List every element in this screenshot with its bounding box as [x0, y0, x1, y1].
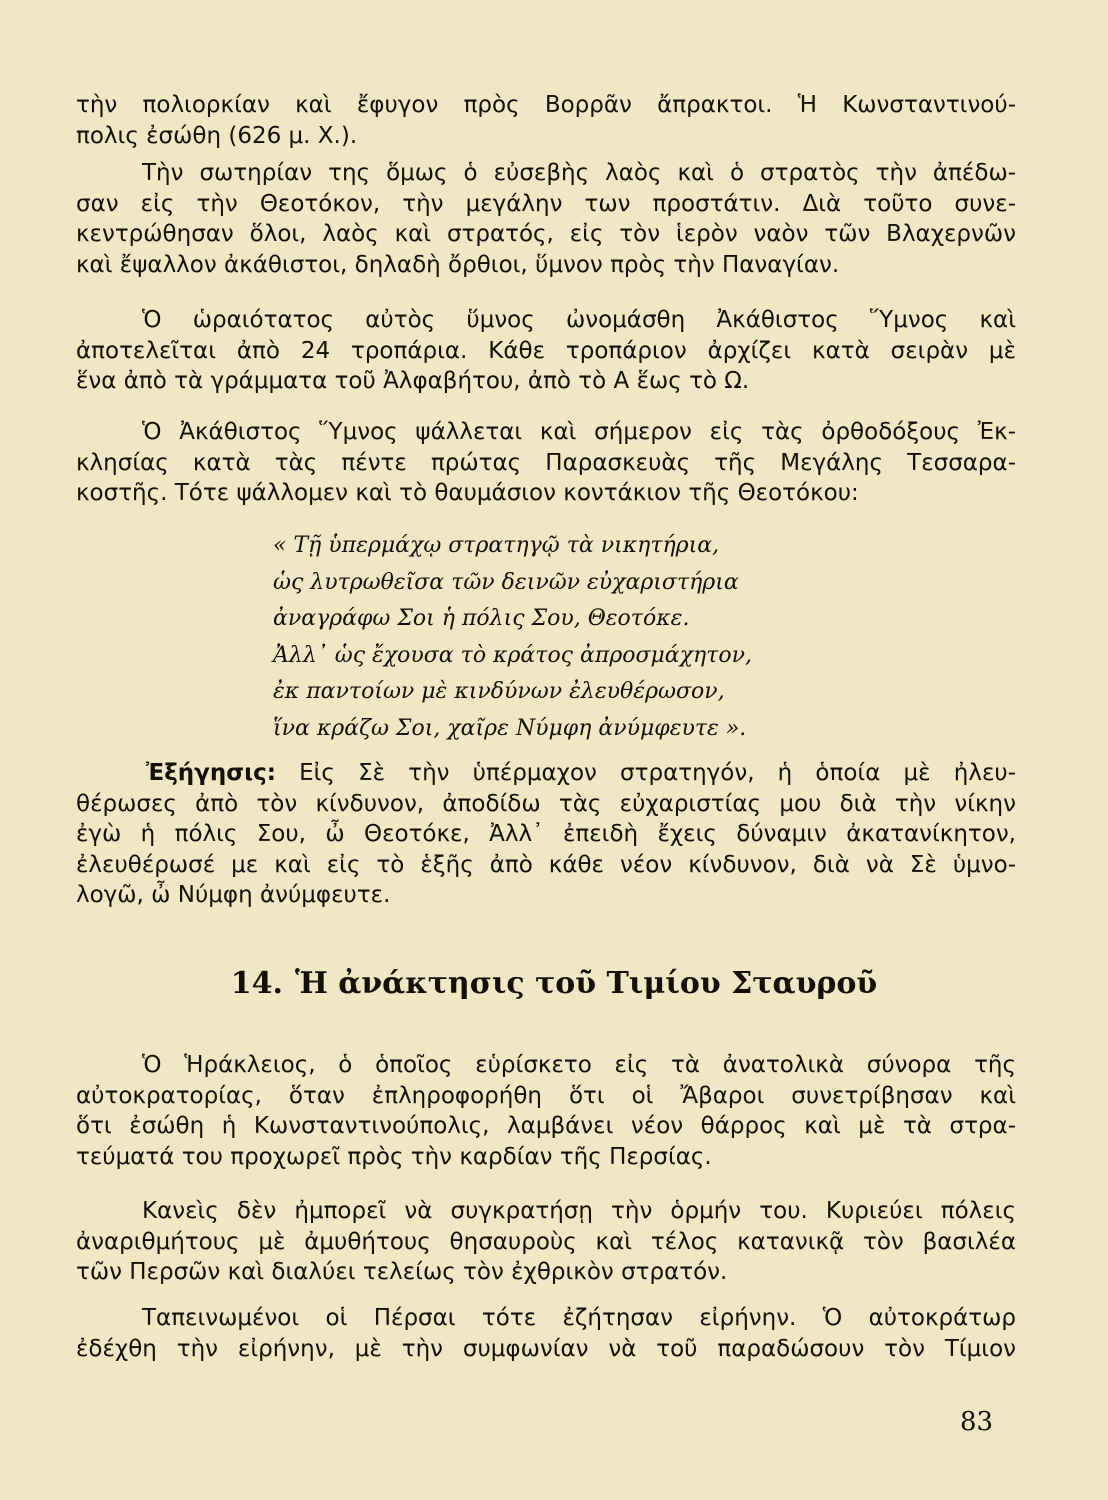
paragraph-akathist-name: [76, 305, 1016, 397]
kontakion-hymn: [273, 528, 833, 747]
section-heading: [0, 964, 1108, 1004]
paragraph-heraclius: [76, 1050, 1016, 1172]
text-line: τῶν Περσῶν καὶ διαλύει τελείως τὸν ἐχθρικὸν στρατόν.: [76, 1259, 728, 1285]
text-line: τὴν πολιορκίαν καὶ ἔφυγον πρὸς Βορρᾶν ἄπρακτοι. Ἡ Κωνσταντινού-: [76, 92, 1016, 118]
hymn-line: ἀναγράφω Σοι ἡ πόλις Σου, Θεοτόκε.: [273, 606, 690, 631]
hymn-line: ἐκ παντοίων μὲ κινδύνων ἐλευθέρωσον,: [273, 679, 725, 704]
hymn-line: ὡς λυτρωθεῖσα τῶν δεινῶν εὐχαριστήρια: [273, 569, 739, 595]
text-line: κοστῆς. Τότε ψάλλομεν καὶ τὸ θαυμάσιον κοντάκιον τῆς Θεοτόκου:: [76, 480, 859, 506]
text-line: σαν εἰς τὴν Θεοτόκον, τὴν μεγάλην των προστάτιν. Διὰ τοῦτο συνε-: [76, 190, 1016, 217]
text-line: κεντρώθησαν ὅλοι, λαὸς καὶ στρατός, εἰς τὸν ἱερὸν ναὸν τῶν Βλαχερνῶν: [76, 221, 1016, 247]
page-number: 83: [960, 1407, 994, 1437]
text-line: ἀποτελεῖται ἀπὸ 24 τροπάρια. Κάθε τροπάριον ἀρχίζει κατὰ σειρὰν μὲ: [76, 337, 1016, 364]
text-line: ἐλευθέρωσέ με καὶ εἰς τὸ ἑξῆς ἀπὸ κάθε νέον κίνδυνον, διὰ νὰ Σὲ ὑμνο-: [76, 851, 1016, 878]
paragraph-peace: [76, 1303, 1016, 1364]
section-title: Ἡ ἀνάκτησις τοῦ Τιμίου Σταυροῦ: [295, 966, 878, 1001]
text-line: ἀναριθμήτους μὲ ἀμυθήτους θησαυροὺς καὶ τέλος κατανικᾷ τὸν βασιλέα: [76, 1228, 1016, 1255]
text-line: ὅτι ἐσώθη ἡ Κωνσταντινούπολις, λαμβάνει νέον θάρρος καὶ μὲ τὰ στρα-: [76, 1113, 1016, 1139]
paragraph-siege-end: [76, 90, 1016, 151]
text-line: θέρωσες ἀπὸ τὸν κίνδυνον, ἀποδίδω τὰς εὐχαριστίας μου διὰ τὴν νίκην: [76, 790, 1016, 817]
text-line: λογῶ, ὦ Νύμφη ἀνύμφευτε.: [76, 882, 391, 908]
text-line: ἐδέχθη τὴν εἰρήνην, μὲ τὴν συμφωνίαν νὰ τοῦ παραδώσουν τὸν Τίμιον: [76, 1335, 1016, 1362]
text-line: αὐτοκρατορίας, ὅταν ἐπληροφορήθη ὅτι οἱ Ἄβαροι συνετρίβησαν καὶ: [76, 1082, 1016, 1109]
text-line: τεύματά του προχωρεῖ πρὸς τὴν καρδίαν τῆς Περσίας.: [76, 1143, 712, 1170]
hymn-line: ἵνα κράζω Σοι, χαῖρε Νύμφη ἀνύμφευτε ».: [273, 715, 747, 741]
text-line: Ὁ ὡραιότατος αὐτὸς ὕμνος ὠνομάσθη Ἀκάθιστος Ὕμνος καὶ: [142, 307, 1016, 333]
hymn-line: « Τῇ ὑπερμάχῳ στρατηγῷ τὰ νικητήρια,: [273, 533, 720, 558]
explanation-text: Εἰς Σὲ τὴν ὑπέρμαχον στρατηγόν, ἡ ὁποία μὲ ἠλευ-: [299, 760, 1016, 786]
text-line: ἕνα ἀπὸ τὰ γράμματα τοῦ Ἀλφαβήτου, ἀπὸ τὸ Α ἕως τὸ Ω.: [76, 368, 750, 394]
text-line: κλησίας κατὰ τὰς πέντε πρώτας Παρασκευὰς τῆς Μεγάλης Τεσσαρα-: [76, 449, 1016, 476]
text-line: Ὁ Ἀκάθιστος Ὕμνος ψάλλεται καὶ σήμερον εἰς τὰς ὀρθοδόξους Ἐκ-: [142, 419, 1016, 445]
hymn-line: Ἀλλ᾽ ὡς ἔχουσα τὸ κράτος ἀπροσμάχητον,: [273, 642, 752, 668]
section-number: 14.: [230, 966, 283, 1001]
text-line: Κανεὶς δὲν ἠμπορεῖ νὰ συγκρατήσῃ τὴν ὁρμήν του. Κυριεύει πόλεις: [142, 1198, 1016, 1224]
text-line: ἐγὼ ἡ πόλις Σου, ὦ Θεοτόκε, Ἀλλ᾽ ἐπειδὴ ἔχεις δύναμιν ἀκατανίκητον,: [76, 821, 1016, 847]
explanation-label: Ἐξήγησις:: [146, 760, 276, 786]
paragraph-conquest: [76, 1196, 1016, 1288]
paragraph-gratitude: [76, 158, 1016, 280]
text-line: πολις ἐσώθη (626 μ. Χ.).: [76, 122, 358, 149]
explanation-first-line: [76, 758, 1016, 789]
text-line: Τὴν σωτηρίαν της ὅμως ὁ εὐσεβὴς λαὸς καὶ ὁ στρατὸς τὴν ἀπέδω-: [142, 160, 1016, 186]
paragraph-akathist-today: [76, 417, 1016, 509]
paragraph-explanation: [76, 758, 1016, 911]
text-line: Ταπεινωμένοι οἱ Πέρσαι τότε ἐζήτησαν εἰρήνην. Ὁ αὐτοκράτωρ: [142, 1305, 1016, 1331]
text-line: Ὁ Ἡράκλειος, ὁ ὁποῖος εὑρίσκετο εἰς τὰ ἀνατολικὰ σύνορα τῆς: [142, 1052, 1016, 1078]
text-line: καὶ ἔψαλλον ἀκάθιστοι, δηλαδὴ ὄρθιοι, ὕμνον πρὸς τὴν Παναγίαν.: [76, 251, 840, 278]
